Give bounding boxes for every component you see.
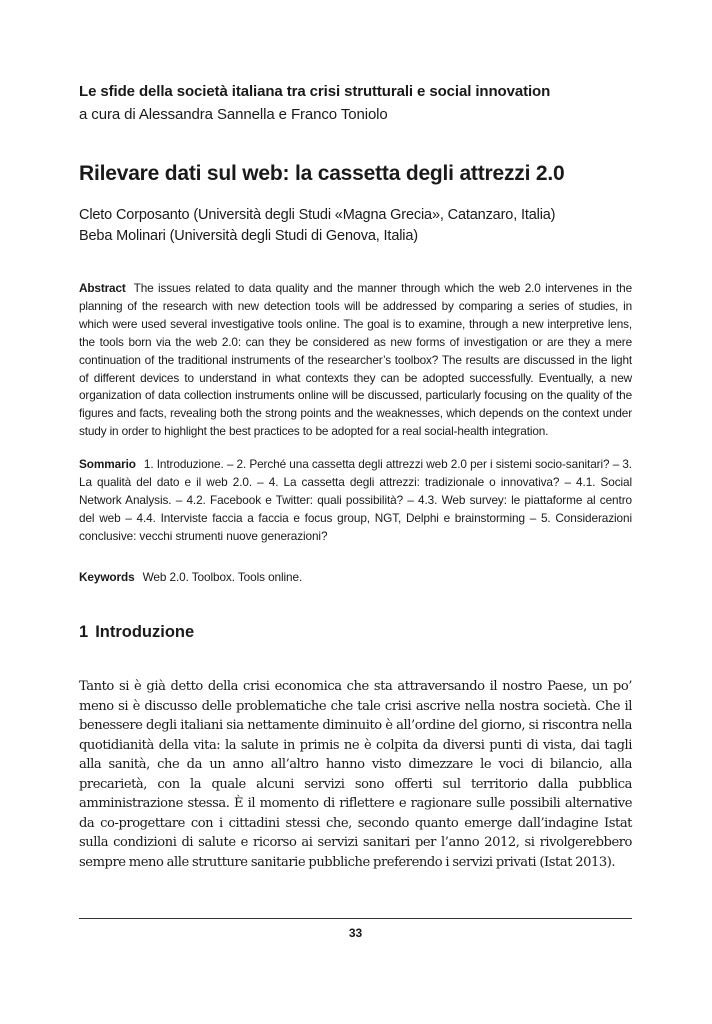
author-1: Cleto Corposanto (Università degli Studi «Magna Grecia», Catanzaro, Italia) — [79, 207, 556, 223]
keywords-label: Keywords — [79, 570, 135, 584]
keywords-text: Web 2.0. Toolbox. Tools online. — [142, 570, 303, 584]
abstract-text: The issues related to data quality and the manner through which the web 2.0 intervenes in the planning of the research with new detection tools will be addressed by comparing a series of studies, in which were used several investigative tools online. The goal is to examine, through a new interpretive lens, the tools born via the web 2.0: can they be considered as new forms of investigation or are they a mere continuation of the traditional instruments of the researcher’s toolbox? The results are discussed in the light of different devices to understand in what contexts they can be adopted successfully. Eventually, a new organization of data collection instruments online will be discussed, particularly focusing on the quality of the figures and facts, revealing both the strong points and the weaknesses, which depends on the context under study in order to highlight the best practices to be adopted for a real social-health integration. — [79, 281, 632, 439]
section-heading — [79, 621, 632, 643]
summary — [79, 456, 632, 546]
author-list — [79, 205, 632, 247]
section-body: Tanto si è già detto della crisi economica che sta attraversando il nostro Paese, un po’ meno si è discusso delle problematiche che tale crisi ascrive nella nostra società. Che il benessere degli italiani sia nettamente diminuito è all’ordine del giorno, si riscontra nella quotidianità della vita: la salute in primis ne è colpita da diversi punti di vista, dai tagli alla sanità, che da un anno all’altro hanno visto dimezzare le voci di bilancio, alla precarietà, con la quale alcuni servizi sono offerti sul territorio dalla pubblica amministrazione stessa. È il momento di riflettere e ragionare sulle possibili alternative da co-progettare con i cittadini stessi che, secondo quanto emerge dall’indagine Istat sulla condizioni di salute e ricorso ai servizi sanitari per l’anno 2012, si rivolgerebbero sempre meno alle strutture sanitarie pubbliche preferendo i servizi privati (Istat 2013). — [79, 679, 632, 870]
summary-label: Sommario — [79, 457, 136, 471]
author-2: Beba Molinari (Università degli Studi di Genova, Italia) — [79, 228, 418, 244]
summary-text: 1. Introduzione. – 2. Perché una cassetta degli attrezzi web 2.0 per i sistemi socio-sanitari? – 3. La qualità del dato e il web 2.0. – 4. La cassetta degli attrezzi: tradizionale o innovativa? – 4.1. Social Network Analysis. – 4.2. Facebook e Twitter: quali possibilità? – 4.3. Web survey: le piattaforme al centro del web – 4.4. Interviste faccia a faccia e focus group, NGT, Delphi e brainstorming – 5. Considerazioni conclusive: vecchi strumenti nuove generazioni? — [79, 457, 632, 543]
book-title: Le sfide della società italiana tra crisi strutturali e social innovation — [79, 83, 551, 100]
section-title: Introduzione — [95, 623, 195, 641]
page-number: 33 — [348, 926, 363, 940]
book-editors: a cura di Alessandra Sannella e Franco Toniolo — [79, 106, 388, 123]
section-number: 1 — [79, 623, 89, 641]
article-title: Rilevare dati sul web: la cassetta degli attrezzi 2.0 — [79, 162, 565, 185]
keywords — [79, 569, 632, 587]
abstract-label: Abstract — [79, 281, 126, 295]
abstract — [79, 280, 632, 441]
footer-divider — [79, 918, 632, 919]
